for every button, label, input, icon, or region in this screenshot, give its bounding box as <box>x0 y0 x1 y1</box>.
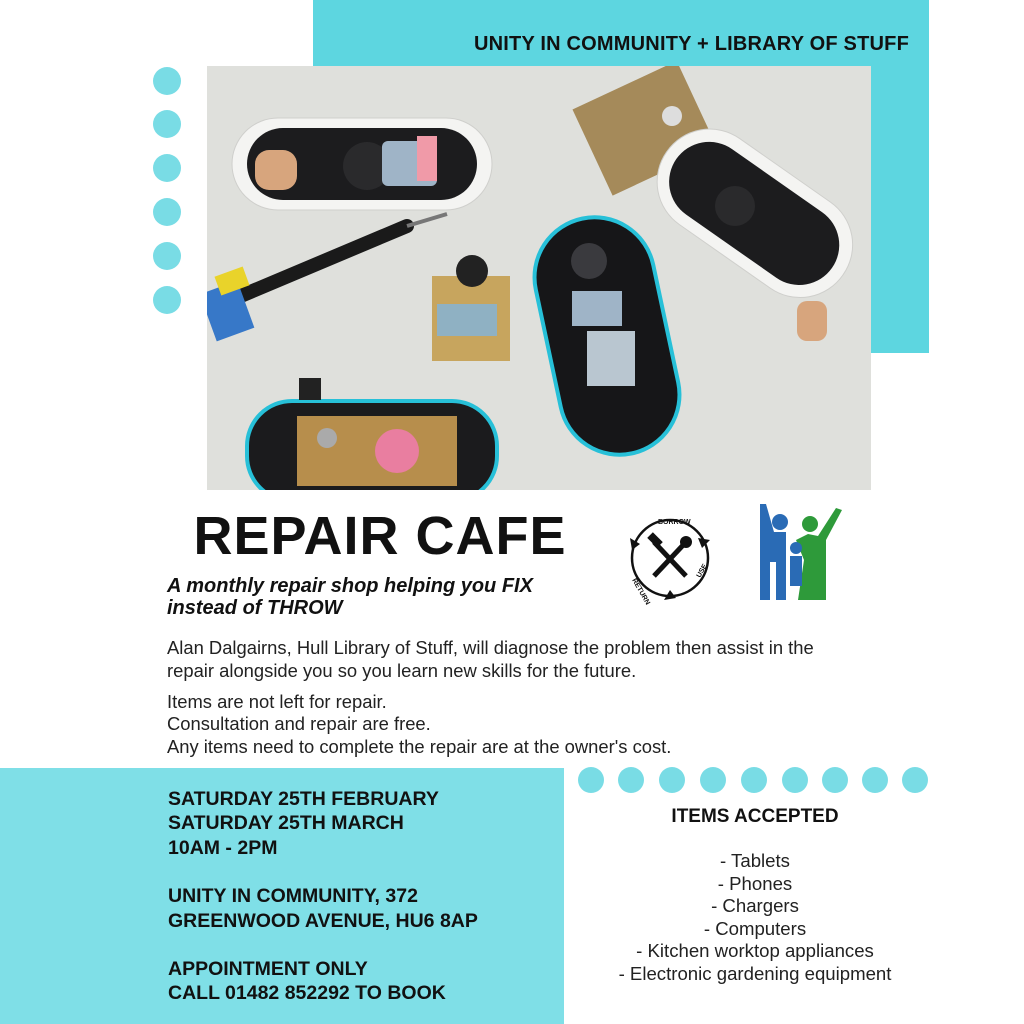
logo-ring-label-return: RETURN <box>630 577 651 605</box>
event-address-line: GREENWOOD AVENUE, HU6 8AP <box>168 909 478 932</box>
people-icon <box>752 500 844 604</box>
list-item: - Computers <box>703 917 807 939</box>
booking-note: APPOINTMENT ONLY <box>168 958 368 981</box>
decorative-dot <box>618 767 644 793</box>
subtitle: A monthly repair shop helping you FIX instead of THROW <box>167 575 533 619</box>
note-item: Any items need to complete the repair are at the owner's cost. <box>167 736 672 757</box>
unity-in-community-logo <box>752 500 844 604</box>
disassembled-electronics-photo <box>207 66 871 490</box>
list-item: - Tablets <box>720 850 790 871</box>
decorative-dot <box>700 767 726 793</box>
decorative-dot <box>741 767 767 793</box>
list-item: - Electronic gardening equipment <box>618 962 892 984</box>
decorative-dot <box>862 767 888 793</box>
decorative-dot <box>902 767 928 793</box>
list-item: - Phones <box>717 872 793 894</box>
list-item: - Kitchen worktop appliances <box>636 940 874 962</box>
items-accepted-list <box>580 850 930 986</box>
description-paragraph: Alan Dalgairns, Hull Library of Stuff, will diagnose the problem then assist in the repair alongside you so you learn new skills for the future. <box>167 637 814 681</box>
note-item: Consultation and repair are free. <box>167 713 431 734</box>
decorative-dot <box>153 242 181 270</box>
decorative-dot <box>659 767 685 793</box>
decorative-dot <box>782 767 808 793</box>
photo-illustration <box>207 66 871 490</box>
event-date: SATURDAY 25TH MARCH <box>168 812 404 835</box>
organizers-heading: UNITY IN COMMUNITY + LIBRARY OF STUFF <box>473 33 909 55</box>
decorative-dot <box>153 154 181 182</box>
event-time: 10AM - 2PM <box>168 836 278 859</box>
logo-ring-label-use: USE <box>695 563 709 579</box>
event-info <box>168 787 478 1006</box>
decorative-dot <box>153 198 181 226</box>
event-date: SATURDAY 25TH FEBRUARY <box>168 788 439 810</box>
decorative-dot <box>153 110 181 138</box>
logo-ring-label-borrow: BORROW <box>658 519 691 526</box>
page-title: REPAIR CAFE <box>193 506 567 566</box>
recycle-tools-icon <box>618 510 722 605</box>
decorative-dot <box>153 286 181 314</box>
list-item: - Chargers <box>711 895 799 917</box>
library-of-stuff-logo <box>618 510 722 605</box>
decorative-dot <box>578 767 604 793</box>
event-address-line: UNITY IN COMMUNITY, 372 <box>168 885 418 908</box>
booking-phone: CALL 01482 852292 TO BOOK <box>168 982 446 1005</box>
note-item: Items are not left for repair. <box>167 691 387 712</box>
decorative-dot <box>153 67 181 95</box>
decorative-dot <box>822 767 848 793</box>
items-accepted-heading: ITEMS ACCEPTED <box>671 806 839 827</box>
